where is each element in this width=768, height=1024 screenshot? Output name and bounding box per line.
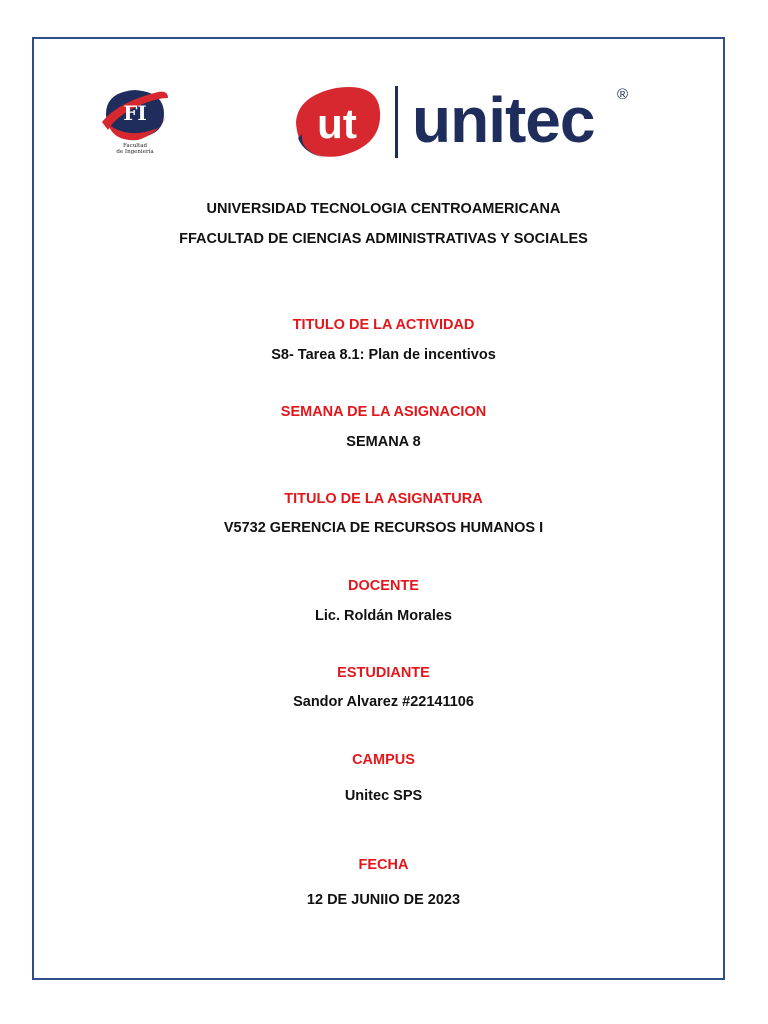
date-label: FECHA <box>358 857 409 873</box>
unitec-wordmark: unitec <box>412 84 595 156</box>
teacher-label: DOCENTE <box>348 578 419 594</box>
week-value: SEMANA 8 <box>346 434 421 450</box>
course-label: TITULO DE LA ASIGNATURA <box>284 491 483 507</box>
activity-title-value: S8- Tarea 8.1: Plan de incentivos <box>271 347 496 363</box>
course-value: V5732 GERENCIA DE RECURSOS HUMANOS I <box>223 520 544 536</box>
faculty-name: FFACULTAD DE CIENCIAS ADMINISTRATIVAS Y SOCIALES <box>179 231 588 247</box>
date-value: 12 DE JUNIIO DE 2023 <box>306 892 461 908</box>
week-label: SEMANA DE LA ASIGNACION <box>280 404 487 420</box>
fi-letters: FI <box>123 101 147 125</box>
registered-mark: ® <box>617 86 629 103</box>
teacher-value: Lic. Roldán Morales <box>315 608 452 624</box>
page-border <box>32 37 725 980</box>
faculty-caption <box>98 143 172 155</box>
faculty-caption-line1: Facultad <box>122 143 148 149</box>
faculty-caption-line2: de Ingeniería <box>116 149 154 155</box>
ut-mark: ut <box>317 100 357 147</box>
campus-label: CAMPUS <box>352 752 415 768</box>
university-name: UNIVERSIDAD TECNOLOGIA CENTROAMERICANA <box>206 201 561 217</box>
student-value: Sandor Alvarez #22141106 <box>293 694 474 710</box>
campus-value: Unitec SPS <box>344 788 423 804</box>
student-label: ESTUDIANTE <box>337 665 430 681</box>
activity-title-label: TITULO DE LA ACTIVIDAD <box>292 317 475 333</box>
